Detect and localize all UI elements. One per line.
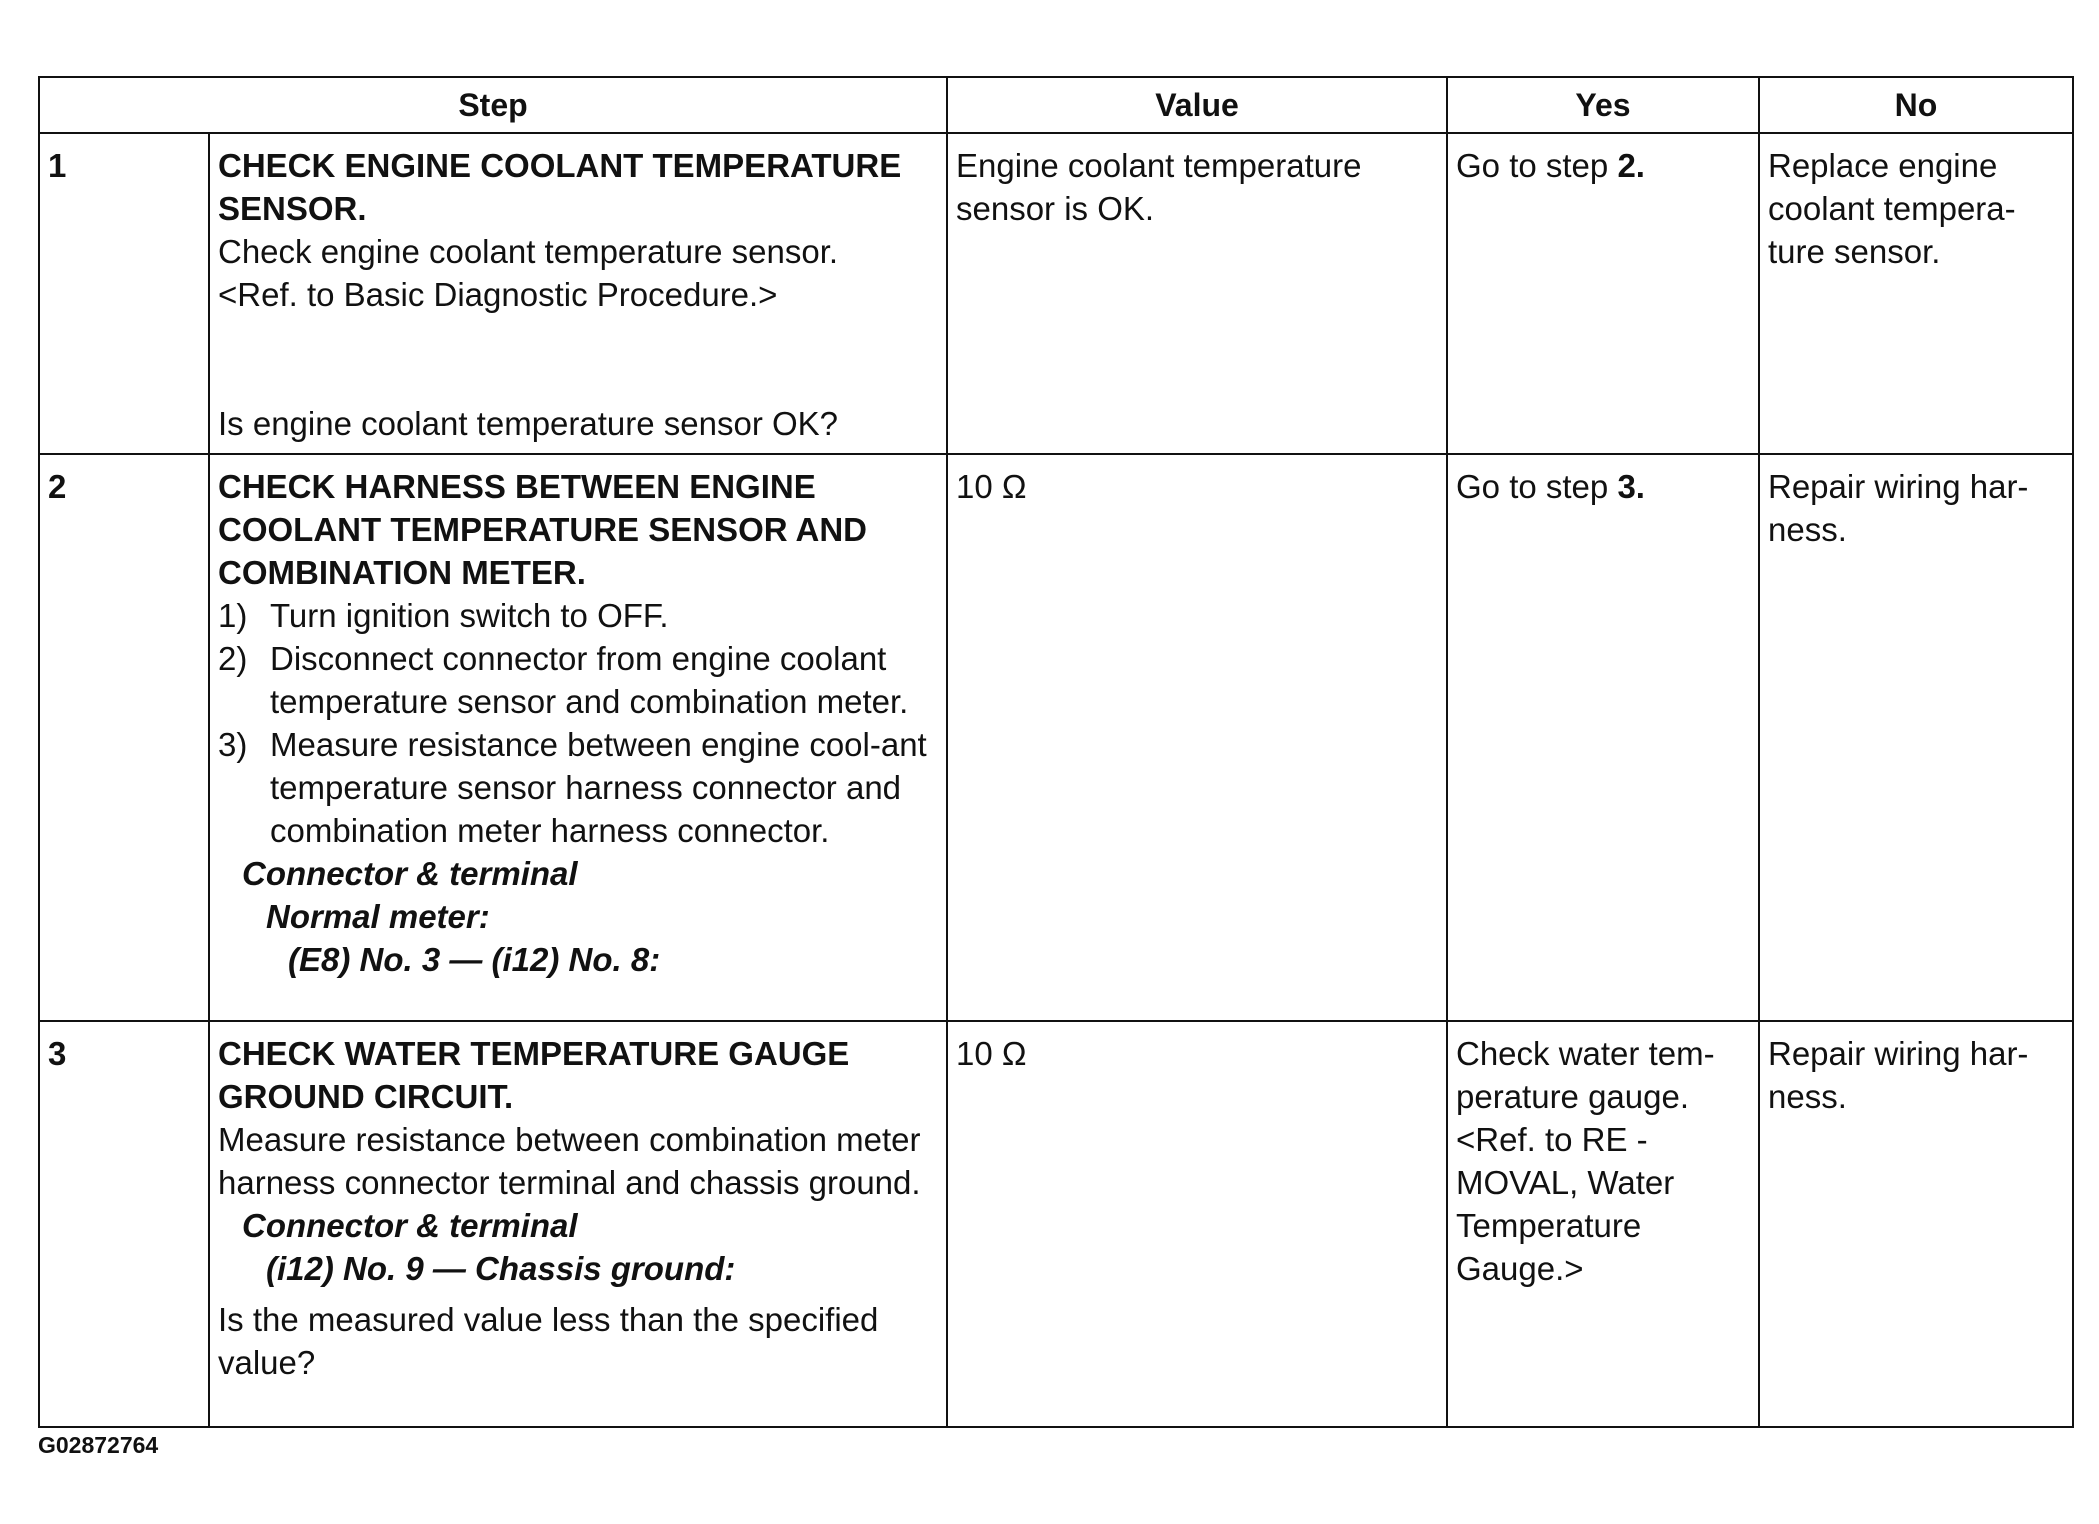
- yes-cell: Check water tem-perature gauge. <Ref. to RE - MOVAL, Water Temperature Gauge.>: [1447, 1021, 1759, 1427]
- no-cell: Replace engine coolant tempera-ture sensor.: [1759, 133, 2073, 454]
- yes-cell: [1447, 454, 1759, 1021]
- header-value: Value: [947, 77, 1447, 133]
- yes-cell: [1447, 133, 1759, 454]
- step-cell: [209, 133, 947, 454]
- spec-terminal: (E8) No. 3 — (i12) No. 8:: [288, 941, 661, 978]
- no-cell: Repair wiring har-ness.: [1759, 1021, 2073, 1427]
- list-marker: 3): [218, 726, 248, 763]
- value-cell: 10 Ω: [947, 454, 1447, 1021]
- diagnostic-table: [38, 76, 2074, 1428]
- step-title: CHECK WATER TEMPERATURE GAUGE GROUND CIRCUIT.: [218, 1035, 850, 1115]
- list-text: Measure resistance between engine cool-ant temperature sensor harness connector and combination meter harness connector.: [270, 726, 927, 849]
- list-item: [218, 637, 938, 723]
- step-cell: [209, 454, 947, 1021]
- yes-text: Go to step: [1456, 147, 1609, 184]
- header-no: No: [1759, 77, 2073, 133]
- step-number: 3: [39, 1021, 209, 1427]
- header-step: Step: [39, 77, 947, 133]
- list-item: [218, 723, 938, 852]
- list-text: Turn ignition switch to OFF.: [270, 597, 669, 634]
- step-question: Is the measured value less than the specified value?: [218, 1301, 879, 1381]
- step-text: Check engine coolant temperature sensor.: [218, 233, 839, 270]
- step-number: 2: [39, 454, 209, 1021]
- table-row: [39, 133, 2073, 454]
- step-question: Is engine coolant temperature sensor OK?: [218, 405, 839, 442]
- list-text: Disconnect connector from engine coolant temperature sensor and combination meter.: [270, 640, 909, 720]
- step-title: CHECK HARNESS BETWEEN ENGINE COOLANT TEMPERATURE SENSOR AND COMBINATION METER.: [218, 468, 868, 591]
- list-item: [218, 594, 938, 637]
- step-cell: [209, 1021, 947, 1427]
- table-row: [39, 1021, 2073, 1427]
- spec-terminal: (i12) No. 9 — Chassis ground:: [266, 1250, 736, 1287]
- step-reference: <Ref. to Basic Diagnostic Procedure.>: [218, 276, 778, 313]
- header-row: [39, 77, 2073, 133]
- table-row: [39, 454, 2073, 1021]
- value-cell: Engine coolant temperature sensor is OK.: [947, 133, 1447, 454]
- value-cell: 10 Ω: [947, 1021, 1447, 1427]
- header-yes: Yes: [1447, 77, 1759, 133]
- yes-step-ref: 2.: [1617, 147, 1645, 184]
- step-title: CHECK ENGINE COOLANT TEMPERATURE SENSOR.: [218, 147, 902, 227]
- spec-heading: Connector & terminal: [242, 855, 578, 892]
- spec-heading: Connector & terminal: [242, 1207, 578, 1244]
- list-marker: 2): [218, 640, 248, 677]
- yes-text: Go to step: [1456, 468, 1609, 505]
- spec-subheading: Normal meter:: [266, 898, 490, 935]
- yes-step-ref: 3.: [1617, 468, 1645, 505]
- step-text: Measure resistance between combination meter harness connector terminal and chassis ground.: [218, 1121, 921, 1201]
- step-number: 1: [39, 133, 209, 454]
- list-marker: 1): [218, 597, 248, 634]
- figure-code: G02872764: [38, 1432, 159, 1458]
- no-cell: Repair wiring har-ness.: [1759, 454, 2073, 1021]
